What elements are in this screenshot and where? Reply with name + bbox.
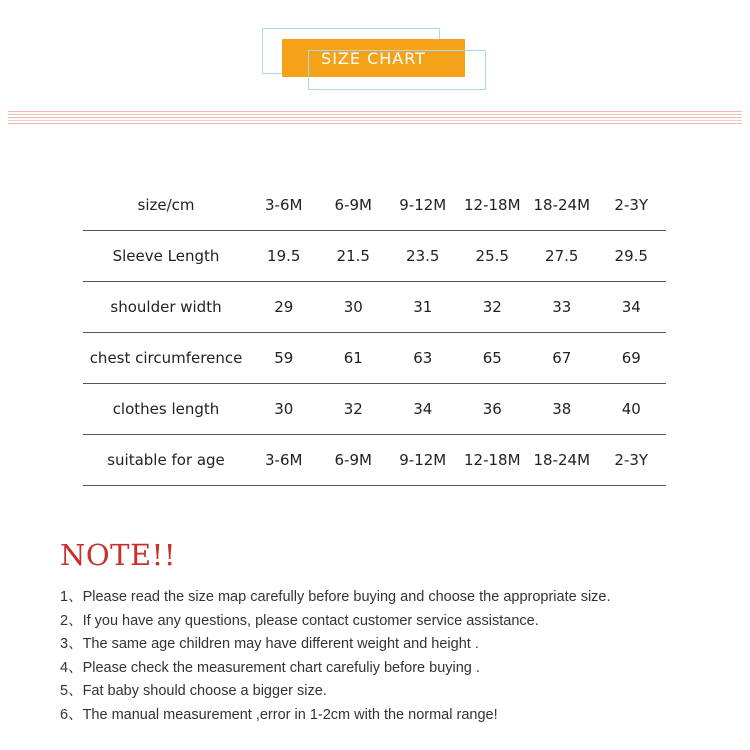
- note-list: [60, 586, 611, 728]
- table-cell: 30: [249, 384, 319, 435]
- row-label: shoulder width: [83, 282, 249, 333]
- table-cell: 9-12M: [388, 435, 458, 486]
- table-cell: 38: [527, 384, 597, 435]
- table-cell: 65: [458, 333, 528, 384]
- header-cell: 12-18M: [458, 180, 528, 231]
- table-cell: 19.5: [249, 231, 319, 282]
- table-cell: 61: [319, 333, 389, 384]
- table-header-row: [83, 180, 666, 231]
- header-cell: size/cm: [83, 180, 249, 231]
- table-cell: 32: [319, 384, 389, 435]
- header-cell: 2-3Y: [597, 180, 667, 231]
- header-cell: 18-24M: [527, 180, 597, 231]
- row-label: suitable for age: [83, 435, 249, 486]
- header-cell: 6-9M: [319, 180, 389, 231]
- table-cell: 2-3Y: [597, 435, 667, 486]
- row-label: Sleeve Length: [83, 231, 249, 282]
- table-cell: 23.5: [388, 231, 458, 282]
- row-label: chest circumference: [83, 333, 249, 384]
- table-cell: 31: [388, 282, 458, 333]
- table-cell: 36: [458, 384, 528, 435]
- table-row: [83, 231, 666, 282]
- note-item: 2、If you have any questions, please contact customer service assistance.: [60, 612, 539, 629]
- row-label: clothes length: [83, 384, 249, 435]
- note-item: 6、The manual measurement ,error in 1-2cm with the normal range!: [60, 706, 498, 723]
- table-cell: 30: [319, 282, 389, 333]
- table-cell: 59: [249, 333, 319, 384]
- note-item: 5、Fat baby should choose a bigger size.: [60, 683, 327, 700]
- table-row: [83, 435, 666, 486]
- table-cell: 12-18M: [458, 435, 528, 486]
- table-row: [83, 333, 666, 384]
- header-cell: 3-6M: [249, 180, 319, 231]
- table-cell: 32: [458, 282, 528, 333]
- table-cell: 3-6M: [249, 435, 319, 486]
- table-cell: 40: [597, 384, 667, 435]
- header-cell: 9-12M: [388, 180, 458, 231]
- table-cell: 34: [597, 282, 667, 333]
- table-cell: 29: [249, 282, 319, 333]
- note-title: NOTE!!: [60, 538, 176, 572]
- size-chart-title: SIZE CHART: [282, 39, 465, 77]
- table-cell: 63: [388, 333, 458, 384]
- table-cell: 29.5: [597, 231, 667, 282]
- table-cell: 34: [388, 384, 458, 435]
- title-frame-front: [308, 50, 486, 90]
- table-row: [83, 384, 666, 435]
- note-item: 3、The same age children may have different weight and height .: [60, 636, 479, 653]
- table-cell: 67: [527, 333, 597, 384]
- decorative-stripes: [8, 111, 742, 125]
- table-cell: 25.5: [458, 231, 528, 282]
- table-cell: 69: [597, 333, 667, 384]
- table-cell: 33: [527, 282, 597, 333]
- table-cell: 6-9M: [319, 435, 389, 486]
- table-cell: 27.5: [527, 231, 597, 282]
- size-table: [83, 180, 666, 486]
- note-item: 1、Please read the size map carefully before buying and choose the appropriate size.: [60, 589, 611, 605]
- note-item: 4、Please check the measurement chart carefuliy before buying .: [60, 659, 480, 676]
- table-cell: 21.5: [319, 231, 389, 282]
- table-cell: 18-24M: [527, 435, 597, 486]
- size-chart-header: [0, 0, 750, 100]
- table-row: [83, 282, 666, 333]
